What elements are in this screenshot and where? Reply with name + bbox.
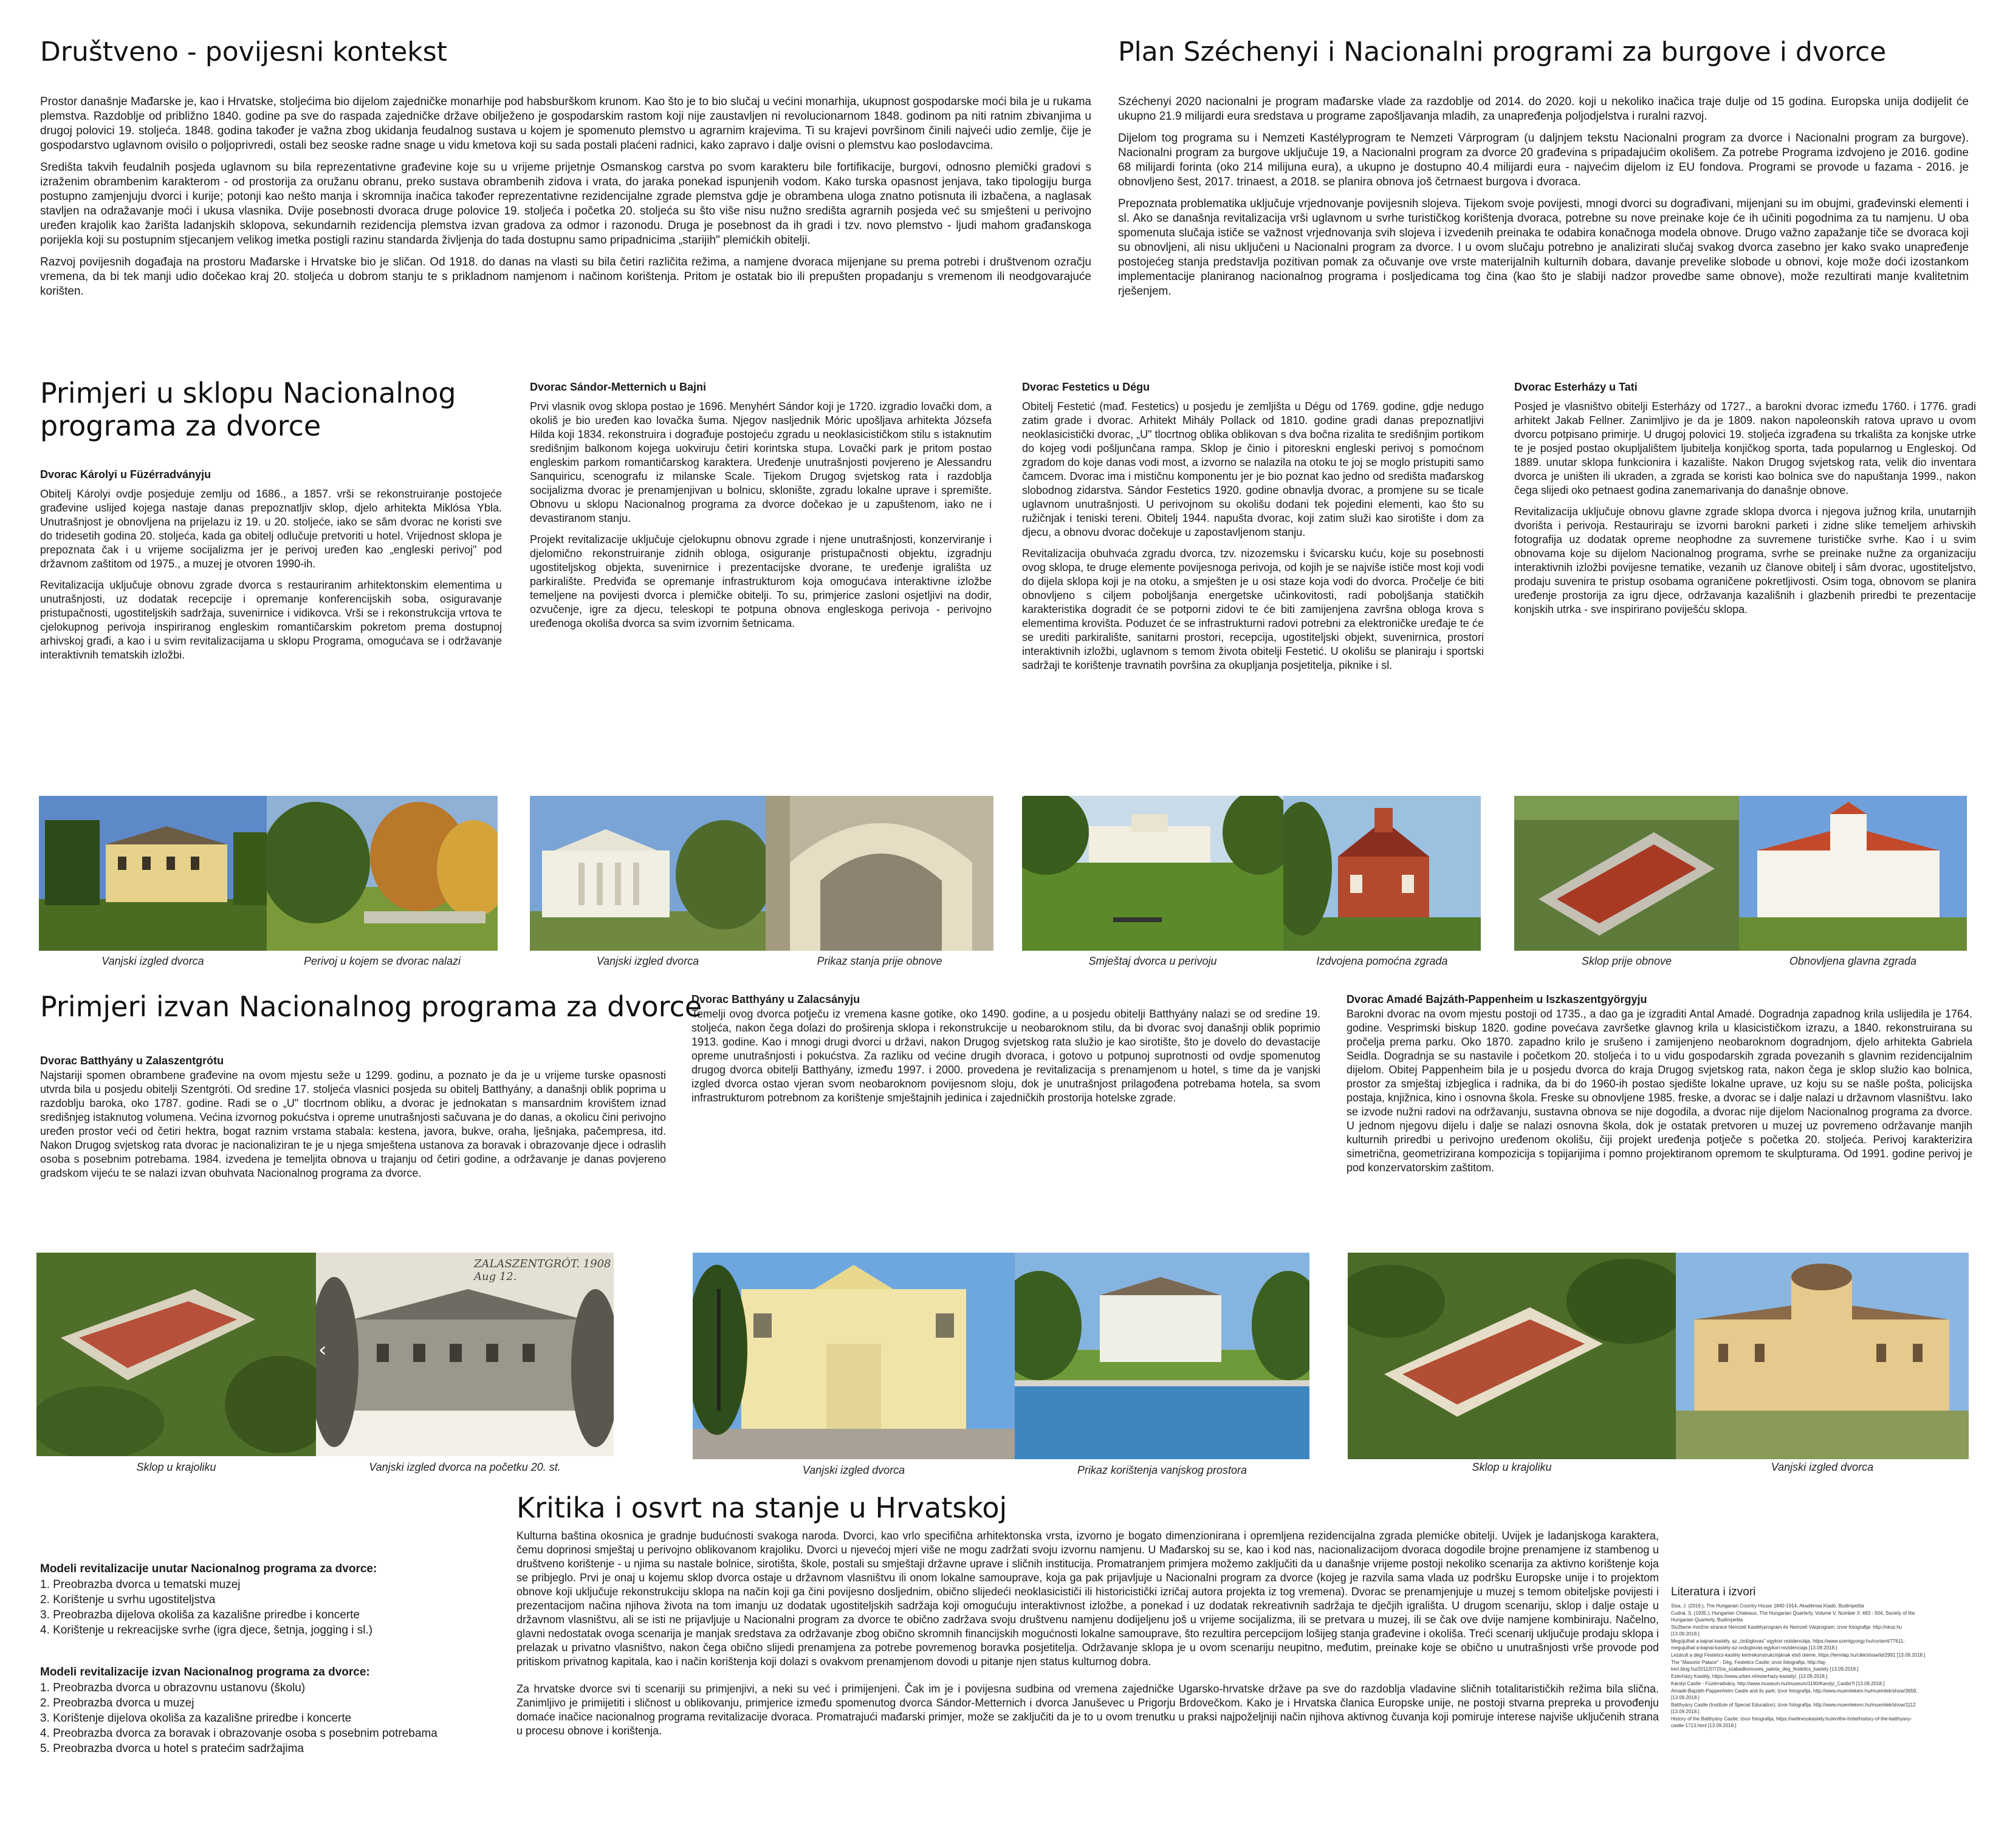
photo-zalaszentgrot-postcard — [316, 1253, 614, 1456]
castle-heading: Dvorac Károlyi u Füzérradványju — [40, 468, 211, 481]
caption: Vanjski izgled dvorca — [596, 955, 699, 967]
postcard-text: ZALASZENTGRÓT. 1908 Aug 12. — [474, 1258, 611, 1283]
reference-item: Amadé-Bajzáth-Pappenheim Castle and its park; izvor fotografija, http://www.muemlekem.hu/muemlek/show/3658, [13.09.2018.] — [1671, 1688, 1918, 1700]
references-list — [1671, 1603, 1926, 1729]
caption: Smještaj dvorca u perivoju — [1088, 955, 1217, 967]
photo-festetics-annex — [1283, 796, 1481, 951]
photo-esterhazy-restored — [1739, 796, 1967, 951]
castle-heading: Dvorac Festetics u Dégu — [1022, 381, 1150, 393]
list-item: 5. Preobrazba dvorca u hotel s pratećim sadržajima — [40, 1742, 304, 1755]
paragraph: Središta takvih feudalnih posjeda uglavnom su bila reprezentativne građevine koje su u vrijeme prijetnje Osmanskog carstva po svom karakteru bile fortifikacije, burgovi, odnosno plemički gradovi s izraženim obrambenim karakterom - od prostorija za oružanu obranu, preko sustava obrambenih zidova i vrata, do jaraka ponekad ispunjenih vodom. Kako turska opasnost jenjava, tako tipologiju burga postupno zamjenjuju dvorci i kurije; potonji kao nešto manja i skromnija inačica također reprezentativne rezidencijalne zgrade plemstva gdje je obrambena uloga znatno potisnuta ili izbačena, a naglasak stavljen na odražavanje moći i ukusa vlasnika. Dvije posebnosti dvoraca druge polovice 19. stoljeća i početka 20. stoljeća su što više nisu nužno središta agrarnih posjeda već su smješteni u perivojno uređen krajolik kao žarišta ladanjskih sklopova, sekundarnih rezidencija plemstva izvan gradova za odmor i razonodu. Druga je posebnost da ih gradi i tzv. novo plemstvo - ljudi mahom građanskoga porijekla koji su postupnim stjecanjem velikog imetka postigli razinu standarda življenja do tada dostupnu samo pripadnicima „starijih" plemićkih obitelji. — [40, 161, 1091, 247]
castle-sandor-metternich — [530, 380, 992, 638]
paragraph: Posjed je vlasništvo obitelji Esterházy od 1727., a barokni dvorac između 1760. i 1776. gradi arhitekt Jakab Fellner. Zanimljivo je da je 1809. nakon napoleonskih ratova upravo u ovom dvorcu potpisano primirje. U drugoj polovici 19. stoljeća izgrađena su trkališta za konjske utrke te je posjed postao okupljalištem ljubitelja konjičkog sporta, tada popularnog u Engleskoj. Od 1889. unutar sklopa funkcionira i kazalište. Nakon Drugog svjetskog rata, velik dio inventara dvorca je uništen ili ukraden, a zgrada se koristi kao bolnica sve do napuštanja 1999., nakon čega slijedi oko petnaest godina zanemarivanja do današnje obnove. — [1514, 400, 1976, 496]
paragraph: Razvoj povijesnih događaja na prostoru Mađarske i Hrvatske bio je sličan. Od 1918. do danas na vlasti su bila četiri različita režima, a namjene dvoraca mijenjane su prema potrebi i društvenom ozračju vremena, da bi tek manji udio dočekao kraj 20. stoljeća u dobrom stanju te s prikladnom namjenom i načinom korištenja. Pritom je ostatak bio ili prepušten propadanju s vremenom ili neodgovarajuće korišten. — [40, 256, 1091, 298]
paragraph: Za hrvatske dvorce svi ti scenariji su primjenjivi, a neki su već i primijenjeni. Čak im je i povijesna sudbina od vremena zajedničke Ugarsko-hrvatske države pa sve do razdoblja vladavine sličnih totalitarističkih režima bila slična. Zanimljivo je primijetiti i sličnost u oblikovanju, primjerice između spomenutog dvorca Sándor-Metternich i dvorca Januševec u Prigorju Brdovečkom. Kako je i Hrvatska članica Europske unije, ne postoji stvarna prepreka u provođenju domaće inačice nacionalnog programa revitalizacije dvoraca. Promatrajući mađarski primjer, može se zaključiti da je to u ovom trenutku u praksi najpoželjniji način njihova aktivnog čuvanja koji pomiruje interese najviše uključenih strana u procesu obnove i korištenja. — [516, 1683, 1659, 1737]
reference-item: The "Masonic Palace" - Dég, Festetics Castle; izvor fotografija, http://taj-kert.blog.hu/2011/07/15/a_szabadkomuves_palota_deg_festetics_kastely [13.09.2018.] — [1671, 1660, 1859, 1672]
photo-iszkaszentgyorgy-landscape — [1348, 1253, 1676, 1459]
list-item: 2. Preobrazba dvorca u muzej — [40, 1697, 194, 1709]
chevron-left-icon[interactable]: ‹ — [318, 1338, 327, 1362]
caption: Vanjski izgled dvorca — [101, 955, 204, 967]
section-critique-croatia — [516, 1491, 1659, 1745]
models-outside-heading: Modeli revitalizacije izvan Nacionalnog programa za dvorce: — [40, 1666, 370, 1679]
reference-item: Batthyány Castle (Institute of Special Education); izvor fotografija, http://www.muemlekem.hu/muemlek/show/1112 [13.09.2018.] — [1671, 1702, 1916, 1714]
caption: Vanjski izgled dvorca na početku 20. st. — [369, 1461, 561, 1473]
castle-batthyany-zalaszentgrot — [40, 1054, 666, 1188]
photo-iszkaszentgyorgy-exterior — [1676, 1253, 1969, 1459]
section-outside-program — [36, 990, 1981, 1245]
photo-zalacsany-grounds — [1015, 1253, 1309, 1459]
paragraph: Projekt revitalizacije uključuje cjelokupnu obnovu zgrade i njene unutrašnjosti, konzerviranje i djelomično rekonstruiranje zidnih obloga, osiguranje pristupačnosti objektu, izgradnju ugostiteljskog objekta, suvenirnice i prezentacijske dvorane, te uređenje igrališta uz parkiralište. Predviđa se opremanje infrastrukturom koja omogućava interaktivne izložbe temeljene na povijesti dvorca i plemičke obitelji. To su, primjerice zasloni osjetljivi na dodir, ozvučenje, igre za djecu, teleskopi te potpuna obnova engleskoga perivoja - perivojno uređenoga okoliša dvorca sa svim izvornim šetnicama. — [530, 533, 992, 629]
models-within-heading: Modeli revitalizacije unutar Nacionalnog programa za dvorce: — [40, 1562, 377, 1575]
paragraph: Obitelj Károlyi ovdje posjeduje zemlju od 1686., a 1857. vrši se rekonstruiranje postojeće građevine uslijed kojega nastaje danas prepoznatljiv sklop, djelo arhitekta Miklósa Ybla. Unutrašnjost je obnovljena na prijelazu iz 19. u 20. stoljeće, iako se sâm dvorac ne koristi sve do tridesetih godina 20. stoljeća, kada ga obitelj odlučuje pretvoriti u hotel. Vrijednost sklopa je prepoznata čak i u vrijeme socijalizma jer je perivoj uređen kao „engleski perivoj" pod državnom zaštitom od 1975., a muzej je otvoren 1990-ih. — [40, 488, 502, 570]
paragraph: Kulturna baština okosnica je gradnje budućnosti svakoga naroda. Dvorci, kao vrlo specifična arhitektonska vrsta, izvorno je bogato dimenzionirana i opremljena rezidencijalna zgrada plemićke obitelji. Uvijek je ladanjskoga karaktera, čemu doprinosi smještaj u perivojno oblikovanom krajoliku. Dvorci u njevećoj mjeri više ne mogu zadržati svoju izvornu namjenu. U Mađarskoj su se, kao i kod nas, nacionalizacijom dvoraca dogodile brojne prenamjene iz stambenog u društveno korištenje - u njima su nastale bolnice, sirotišta, škole, postali su smještaji državne uprave i sličnih institucija. Promatranjem primjera možemo zaključiti da u današnje vrijeme postoji nekoliko scenarija za aktivno korištenje koja se pribjeglo. Prvi je onaj u kojemu sklop dvorca ostaje u državnom vlasništvu ili onom lokalne samouprave, koja ga pak prijavljuje u Nacionalni program za dvorce (kojeg je razvila sama vlada uz podršku Europske unije i to projektom obnove koji uključuje rekonstrukciju sklopa na način koji ga čini povijesno dosljednim, obično slijedeći neoklasicističi ili historicistički izričaj autora projekta iz tog vremena). Dvorac se prenamjenjuje u muzej s temom obiteljske povijesti i prezentacijom načina njihova života na tom imanju uz dodatak ugostiteljskih sadržaja koji omogućuju interaktivnost izložbe, a ponekad i uz dodatak rekreativnih sadržaja te dječjih igrališta. U drugom scenariju, sklop i dalje ostaje u državnom vlasništvu, ali se isti ne prijavljuje u Nacionalni program za dvorce te obično zadržava svoju društvenu namjenu dodijeljenu još u vrijeme socijalizma, ili se pretvara u muzej, ili se čak ove dvije namjene kombiniraju. Načelno, glavni nedostatak ovoga scenarija je manjak sredstava za održavanje zbog obično skromnih financijskih mogućnosti lokalne samouprave, što rezultira percepcijom lošijeg stanja građevine i okoliša. Treći scenarij uključuje prodaju sklopa i prelazak u privatno vlasništvo, nakon čega obično slijedi prenamjena za potrebe povremenog boravka posjetitelja. Održavanje sklopa je u ovom scenariju neupitno, međutim, preinake koje se obično u unutrašnjosti vrše provode pod pritiskom privatnog kapitala, kao i način korištenja koji dolazi s ovakvom prenamjenom dovodi u pitanje njen status kulturnog dobra. — [516, 1530, 1659, 1668]
paragraph: Dijelom tog programa su i Nemzeti Kastélyprogram te Nemzeti Várprogram (u daljnjem tekstu Nacionalni program za dvorce i Nacionalni program za burgove). Nacionalni program za burgove uključuje 19, a Nacionalni program za dvorce 20 građevina s pripadajućim okolišem. Za potrebe Programa izdvojeno je 2016. godine 68 milijardi forinta (oko 214 milijuna eura), a ukupno je dostupno 40.4 milijardi eura - najvećim dijelom iz EU fondova. Programi se provode u fazama - 2016. je obnovljeno šest, 2017. trinaest, a 2018. se planira obnova još četrnaest burgova i dvoraca. — [1118, 132, 1969, 188]
castle-esterhazy — [1514, 380, 1976, 624]
section-title: Plan Széchenyi i Nacionalni programi za burgove i dvorce — [1118, 36, 1887, 67]
section-title: Kritika i osvrt na stanje u Hrvatskoj — [516, 1491, 1007, 1524]
reference-item: Esterházy Kastély, https://www.urbex.nl/esterhazy-kastely/, [13.09.2018.] — [1671, 1674, 1828, 1679]
reference-item: Službene mrežne stranice Nemzeti Kastélyprogram és Nemzeti Várprogram; izvor fotografija: http://nkvp.hu [13.09.2018.] — [1671, 1624, 1902, 1637]
photo-sandor-before — [766, 796, 993, 951]
castle-heading: Dvorac Amadé Bajzáth-Pappenheim u Iszkaszentgyörgyju — [1347, 993, 1647, 1005]
section-title: Društveno - povijesni kontekst — [40, 36, 447, 67]
reference-item: Károlyi Castle - Füzérradvány, http://www.museum.hu/museum/1190/Karolyi_Castle?l [13.09.2018.] — [1671, 1681, 1885, 1686]
list-item: 3. Preobrazba dijelova okoliša za kazališne priredbe i koncerte — [40, 1609, 360, 1621]
references-title: Literatura i izvori — [1671, 1586, 1756, 1598]
title-line: programa za dvorce — [40, 409, 321, 442]
reference-item: Cudrai, S. (1935.), Hungarian Chateaux, The Hungarian Quarterly, Volume V, Number 3: 493 - 504, Society of the Hungarian Quarterly, Budimpešta — [1671, 1610, 1915, 1623]
list-item: 4. Korištenje u rekreacijske svrhe (igra djece, šetnja, jogging i sl.) — [40, 1624, 373, 1637]
models-within-list — [40, 1577, 502, 1638]
photo-zalaszentgrot-landscape — [36, 1253, 316, 1456]
list-item: 1. Preobrazba dvorca u tematski muzej — [40, 1578, 241, 1591]
castle-amade-bajzath-pappenheim — [1347, 993, 1972, 1182]
paragraph: Revitalizacija obuhvaća zgradu dvorca, tzv. nizozemsku i švicarsku kuću, koje su posebnosti ovog sklopa, te druge elemente povijesnoga perivoja, od kojih je se najviše ističe most koji vodi do dijela sklopa koji je na otoku, a smješten je u osi staze koja vodi do dvorca. Pročelje će biti obnovljeno s ciljem poboljšanja energetske učinkovitosti, radi poboljšanja statičkih karakteristika dogradit će se potporni zidovi te će biti zamijenjena završna obloga krova s elementima krovišta. Poduzet će se infrastrukturni radovi potrebni za elektroničke uređaje te će se urediti parkiralište, sanitarni prostori, recepcija, ugostiteljski objekt, suvenirnica, prostori interaktivnih izložbi, uglavnom s temom života obitelji Festetić. U okolišu se planiraju i sportski sadržaji te korištenje travnatih površina za okupljanja posjetitelja, piknike i sl. — [1022, 547, 1484, 671]
caption: Vanjski izgled dvorca — [1771, 1461, 1874, 1473]
castle-heading: Dvorac Batthyány u Zalaszentgrótu — [40, 1055, 224, 1067]
list-item: 2. Korištenje u svrhu ugostiteljstva — [40, 1593, 216, 1606]
reference-item: Megújulhat a bajnai kastély, az „ördöglovas" egykori rezidenciája, https://www.szentgyorgy.hu/content/77611-megujulhat-a-bajnai-kastely-az-ordoglovas-egykori-rezidenciaja [13.09.2018.] — [1671, 1638, 1905, 1651]
reference-item: History of the Batthyány Castle; izvor fotografija, https://wellnesskastely.hu/en/the-hotel/history-of-the-batthyany-castle-1713.html [13.09.2018.] — [1671, 1716, 1912, 1728]
paragraph: Széchenyi 2020 nacionalni je program mađarske vlade za razdoblje od 2014. do 2020. koji u nekoliko inačica traje dulje od 15 godina. Europska unija dodijelit će ukupno 21.9 milijardi eura sredstava u programe zapošljavanja mladih, za unapređenja poljodjelstva i ruralni razvoj. — [1118, 95, 1969, 123]
caption: Izdvojena pomoćna zgrada — [1316, 955, 1448, 967]
paragraph: Barokni dvorac na ovom mjestu postoji od 1735., a dao ga je izgraditi Antal Amadé. Dogradnja zapadnog krila uslijedila je 1764. godine. Vesprimski biskup 1820. godine povećava završetke glavnog krila u klasicističkom izrazu, a 1840. rekonstruirana su pročelja prema parku. Oko 1870. zapadno krilo je srušeno i zamijenjeno neobaroknom dogradnjom, djelo arhitekta Gabriela Seidla. Dogradnja se su nastavile i početkom 20. stoljeća i to u vidu gospodarskih zgrada povezanih s glavnim rezidencijalnim dijelom. Obitej Pappenheim bila je u posjedu dvorca do kraja Drugog svjetskog rata, nakon čega je sklop služio kao bolnica, prostor za smještaj izbjeglica i radnika, da bi do 1960-ih postao sjedište lokalne uprave, uz koju su se našle pošta, policijska postaja, knjižnica, kino i osnovna škola. Freske su obnovljene 1985. freske, a dvorac se i dalje nalazi u državnom vlasništvu. Iako se izvode nužni radovi na održavanju, sustavna obnova se nije dogodila, a dvorac nije dijelom Nacionalnog programa za dvorce. U jednom njegovu dijelu i dalje se nalazi osnovna škola, dok je ostatak pretvoren u muzej uz povremeno održavanje manjih kulturnih priredbi u perivojno uređenom okolišu, čiji projekt uređenja potječe s početka 20. stoljeća. Perivoj karakterizira simetrična, geometrizirana kompozicija s topijarijima i pomno projektiranom opremom te skulpturama. Od 1991. godine perivoj je pod konzervatorskim zaštitom. — [1347, 1008, 1972, 1174]
photo-zalacsany-exterior — [693, 1253, 1015, 1459]
paragraph: Prvi vlasnik ovog sklopa postao je 1696. Menyhért Sándor koji je 1720. izgradio lovački dom, a okoliš je bio uređen kao lovačka šuma. Njegov nasljednik Móric upošljava arhitekta Józsefa Hilda koji 1834. rekonstruira i dograđuje postojeću zgradu u neoklasicističkom stilu s istaknutim središnjim balkonom kojega uokviruju četiri korintska stupa. Lovački park je pritom postao engleskim parkom romantičarskog karaktera. Uređenje unutrašnjosti povjereno je Alessandru Sanquiricu, scenografu iz milanske Scale. Tijekom Drugog svjetskog rata i razdoblja socijalizma dvorac je prenamjenjivan u bolnicu, sklonište, zgradu lokalne uprave i spremište. Obnovu u sklopu Nacionalnog programa za dvorce dočekao je u zapuštenom, iako ne i devastiranom stanju. — [530, 400, 992, 524]
paragraph: Temelji ovog dvorca potječu iz vremena kasne gotike, oko 1490. godine, a u posjedu obitelji Batthyány nalazi se od sredine 19. stoljeća, nakon čega dolazi do proširenja sklopa i rekonstrukcije u neobaroknom stilu, da bi dvorac svoj današnji oblik poprimio 1913. godine. Kao i mnogi drugi dvorci u državi, nakon Drugog svjetskog rata služio je kao sirotište, što je dovelo do devastacije opreme unutrašnjosti i pokućstva. Za razliku od većine drugih dvoraca, i gotovo u potpunoj suprotnosti od ovdje spomenutog drugog dvorca obitelji Batthyány, između 1997. i 2000. provedena je revitalizacija s prenamjenom u hotel, s time da je vanjski izgled dvorca ostao vjeran svom neobaroknom povijesnom sloju, dok je unutrašnjost prilagođena potrebama hotela, sa svom infrastrukturom potrebnom za korištenje smještajnih jedinica i zajedničkih prostorija hotelske zgrade. — [691, 1008, 1320, 1104]
models-outside-list — [40, 1680, 502, 1756]
caption: Sklop u krajoliku — [1472, 1461, 1552, 1473]
reference-item: Sisa, J. (2016.), The Hungarian Country House 1840-1914, Akadémiai Kiadó, Budimpešta — [1671, 1603, 1864, 1609]
list-item: 4. Preobrazba dvorca za boravak i obrazovanje osoba s posebnim potrebama — [40, 1727, 437, 1740]
paragraph: Revitalizacija uključuje obnovu glavne zgrade sklopa dvorca i njegova južnog krila, unutarnjih dvorišta i perivoja. Restauriraju se izvorni barokni parketi i zidne slike temeljem arhivskih fotografija uz dodatak opreme neophodne za suvremene turističke svrhe. Kao i u svim obnovama koje su dijelom Nacionalnog programa, svrhe se preinake nužne za organizaciju interaktivnih izložbi povijesne tematike, vezanih uz članove obitelj i sâm dvorac, ugostiteljstvo, prodaju suvenira te pristup osobama ograničene pokretljivosti. Osim toga, obnovom se planira uređenje prostorija za igru djece, održavanja kazališnih i glazbenih priredbi te prezentacije konjskih utrka - sve inspirirano poviješću sklopa. — [1514, 505, 1976, 615]
caption: Perivoj u kojem se dvorac nalazi — [303, 955, 461, 967]
caption: Sklop u krajoliku — [136, 1461, 216, 1473]
paragraph: Revitalizacija uključuje obnovu zgrade dvorca s restauriranim arhitektonskim elementima u unutrašnjosti, uz dodatak recepcije i opremanje konferencijskih soba, osiguravanje pristupačnosti, ugostiteljskih sadržaja, suvenirnice i vidikovca. Vrši se i rekonstrukcija vrtova te cjelokupnog perivoja inspiriranog engleskim romantičarskim pokretom prema dostupnoj arhivskoj građi, a kao i u svim revitalizacijama u sklopu Programa, omogućava se i održavanje interaktivnih tematskih izložbi. — [40, 579, 502, 661]
list-item: 1. Preobrazba dvorca u obrazovnu ustanovu (školu) — [40, 1682, 306, 1694]
castle-heading: Dvorac Batthyány u Zalacsányju — [691, 993, 860, 1005]
caption: Prikaz stanja prije obnove — [817, 955, 942, 967]
photo-sandor-exterior — [530, 796, 766, 951]
reference-item: Lezárult a dégi Festetics-kastély kertrekonstrukciójának első üteme, https://termlap.hu/cikk/show/id/2991 [13.09.2018.] — [1671, 1652, 1926, 1658]
photo-karolyi-park — [267, 796, 498, 951]
castle-karolyi — [40, 468, 502, 669]
references — [1671, 1586, 1926, 1730]
castle-heading: Dvorac Sándor-Metternich u Bajni — [530, 381, 707, 393]
paragraph: Prepoznata problematika uključuje vrjednovanje povijesnih slojeva. Tijekom svoje povijesti, mnogi dvorci su dograđivani, mijenjani su im obujmi, građevinski elementi i sl. Ako se današnja revitalizacija vrši uglavnom u svrhe turističkog korištenja dvoraca, potrebne su nove preinake koje će ih učiniti pogodnima za tu namjenu. U oba spomenuta slučaja ističe se važnost vrjednovanja svih slojeva i izvedenih preinaka te odabira konačnoga modela obnove. Drugo važno zapažanje tiče se dvoraca koji su obnovljeni, ali nisu uključeni u Nacionalni program za dvorce. I u ovom slučaju potrebno je analizirati slučaj svakog dvorca zasebno jer kako svako unapređenje postojećeg stanja predstavlja pozitivan pomak za očuvanje ove vrste materijalnih kulturnih dobara, davanje prevelike slobode u obnovi, koje može doći izostankom implementacije planiranog nacionalnog programa i posljedicama tog čina (kao što je slabiji nadzor provedbe same obnove), može rezultirati manje kvalitetnim rješenjem. — [1118, 197, 1969, 298]
castle-batthyany-zalacsany — [691, 993, 1320, 1112]
section-title — [40, 377, 456, 442]
paragraph: Prostor današnje Mađarske je, kao i Hrvatske, stoljećima bio dijelom zajedničke monarhije pod habsburškom krunom. Kao što je to bio slučaj u većini monarhija, ukupnost gospodarske moći bila je u rukama plemstva. Razdoblje od približno 1840. godine pa sve do raspada zajedničke države obilježeno je gospodarskim rastom koji nije zaustavljen ni revolucionarnom 1848. godinom pa niti ratnim zbivanjima u drugoj polovici 19. stoljeća. 1848. godina također je važna zbog ukidanja feudalnog sustava u kojem je spomenuto plemstvo u agrarnim krajevima. Ti su krajevi površinom činili najveći udio zemlje, čije je gospodarstvo uglavnom ovisilo o poljoprivredi, ostali bez seoske radne snage u vidu kmetova koji su sada postali plaćeni radnici, kako zapravo i dalje ovisni o plemstvu kao poslodavcima. — [40, 95, 1091, 152]
section-plan-szechenyi — [1118, 36, 1969, 306]
caption: Sklop prije obnove — [1581, 955, 1672, 967]
revitalization-models — [40, 1562, 502, 1756]
paragraph: Obitelj Festetić (mađ. Festetics) u posjedu je zemljišta u Dégu od 1769. godine, gdje nedugo zatim grade i dvorac. Arhitekt Mihály Pollack od 1810. godine gradi danas prepoznatljivi neoklasicistički dvorac, „U" tlocrtnog oblika oblikovan s dva bočna rizalita te središnjim portikom do kojeg vodi pošljunčana rampa. Sklop je činio i pitoreskni engleski perivoj s pomoćnom zgradom do koje danas vodi most, a izvorno se nalazila na otoku te joj se moglo pristupiti samo čamcem. Dvorac ima i mističnu komponentu jer je bio poznat kao jedno od središta mađarskog slobodnog zidarstva. Sándor Festetics 1920. godine obnavlja dvorac, a promjene su se ticale uglavnom unutrašnjosti. U perivojnom su okolišu dodani tek pojedini elementi, kao što su ružičnjak i teniski tereni. Obitelj 1944. napušta dvorac, koji zatim služi kao sirotište i dom za djecu, a obnovu dvorac dočekuje u zapostavljenom stanju. — [1022, 400, 1484, 538]
caption: Vanjski izgled dvorca — [802, 1464, 905, 1476]
title-line: Primjeri u sklopu Nacionalnog — [40, 377, 456, 409]
paragraph: Najstariji spomen obrambene građevine na ovom mjestu seže u 1299. godinu, a poznato je da je u vrijeme turske opasnosti utvrda bila u posjedu obitelji Szentgróti. Od sredine 17. stoljeća vlasnici posjeda su obitelj Batthyány, a današnji oblik poprima u razdoblju baroka, oko 1787. godine. Radi se o „U" tlocrtnom obliku, a dvorac je jednokatan s mansardnim krovištem iznad središnjeg istaknutog volumena. Većina izvornog pokućstva i opreme unutrašnjosti sačuvana je do danas, a okolicu čini perivojno uređen prostor veći od četiri hektra, bogat raznim vrstama stabala: kestena, javora, bukve, oraha, lješnjaka, pačempresa, itd. Nakon Drugog svjetskog rata dvorac je nacionaliziran te je u njega smještena ustanova za boravak i obrazovanje djece i odraslih osoba s posebnim potrebama. 1984. izvedena je temeljita obnova u trajanju od četiri godine, a održavanje je danas povjereno gradskom vijeću te se nalazi izvan obuhvata Nacionalnog programa za dvorce. — [40, 1069, 666, 1179]
caption: Obnovljena glavna zgrada — [1789, 955, 1917, 967]
caption: Prikaz korištenja vanjskog prostora — [1077, 1464, 1247, 1476]
list-item: 3. Korištenje dijelova okoliša za kazališne priredbe i koncerte — [40, 1712, 352, 1725]
photo-karolyi-exterior — [39, 796, 267, 951]
photo-esterhazy-before — [1514, 796, 1739, 951]
castle-festetics — [1022, 380, 1484, 680]
section-title: Primjeri izvan Nacionalnog programa za dvorce — [40, 990, 702, 1023]
photo-festetics-park — [1022, 796, 1283, 951]
section-social-historical-context — [40, 36, 1091, 306]
castle-heading: Dvorac Esterházy u Tati — [1514, 381, 1638, 393]
